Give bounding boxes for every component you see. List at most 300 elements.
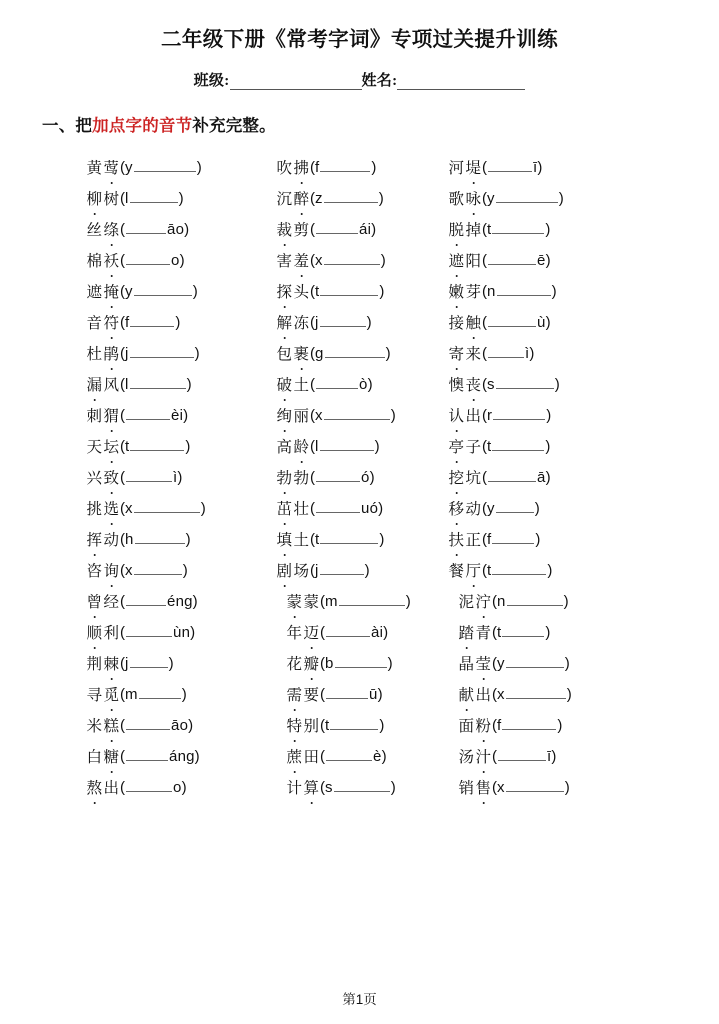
paren-close: ) <box>364 562 370 580</box>
word-term <box>276 187 310 209</box>
answer-blank[interactable] <box>130 437 184 451</box>
answer-blank[interactable] <box>488 313 536 327</box>
paren-open: ( <box>492 748 498 766</box>
dotted-character: 丧 <box>465 373 482 395</box>
section-suffix: 补充完整。 <box>192 116 276 135</box>
answer-parenthesis <box>120 716 193 734</box>
answer-blank[interactable] <box>334 778 390 792</box>
answer-blank[interactable] <box>126 623 172 637</box>
exercise-item <box>276 400 448 431</box>
answer-blank[interactable] <box>320 561 364 575</box>
dotted-character: 蒙 <box>286 590 303 612</box>
exercise-item <box>276 710 448 741</box>
section-heading <box>42 112 719 136</box>
dotted-character: 符 <box>103 311 120 333</box>
dotted-character: 粉 <box>475 714 492 736</box>
dotted-character: 绦 <box>103 218 120 240</box>
pinyin-prefix: y <box>125 159 133 177</box>
answer-blank[interactable] <box>320 282 378 296</box>
pinyin-suffix: è <box>373 748 382 766</box>
answer-blank[interactable] <box>488 251 536 265</box>
paren-close: ) <box>192 283 198 301</box>
name-write-rule[interactable] <box>397 74 525 90</box>
answer-blank[interactable] <box>126 778 172 792</box>
paren-open: ( <box>492 717 498 735</box>
paren-open: ( <box>120 469 126 487</box>
pinyin-prefix: j <box>315 562 319 580</box>
paren-close: ) <box>387 655 393 673</box>
answer-blank[interactable] <box>492 530 534 544</box>
word-term <box>458 590 492 612</box>
pinyin-suffix: ò <box>359 376 368 394</box>
paren-open: ( <box>120 438 126 456</box>
exercise-item <box>448 617 689 648</box>
pinyin-prefix: t <box>325 717 330 735</box>
character: 芽 <box>465 284 482 302</box>
paren-close: ) <box>178 190 184 208</box>
dotted-character: 勃 <box>276 466 293 488</box>
answer-parenthesis <box>310 344 391 362</box>
dotted-character: 熬 <box>86 776 103 798</box>
exercise-item <box>448 369 689 400</box>
character: 坑 <box>465 470 482 488</box>
answer-blank[interactable] <box>326 623 370 637</box>
dotted-character: 蔗 <box>286 745 303 767</box>
answer-parenthesis <box>492 685 572 703</box>
paren-open: ( <box>310 376 316 394</box>
dotted-character: 咏 <box>465 187 482 209</box>
paren-close: ) <box>557 717 563 735</box>
answer-blank[interactable] <box>130 654 168 668</box>
character: 出 <box>465 408 482 426</box>
word-term <box>286 714 320 736</box>
class-write-rule[interactable] <box>230 74 362 90</box>
dotted-character: 莺 <box>103 156 120 178</box>
paren-close: ) <box>545 469 551 487</box>
pinyin-suffix: ū <box>369 686 378 704</box>
dotted-character: 挖 <box>448 466 465 488</box>
answer-parenthesis <box>320 716 384 734</box>
answer-blank[interactable] <box>320 158 370 172</box>
paren-open: ( <box>482 531 488 549</box>
answer-blank[interactable] <box>506 778 564 792</box>
exercise-item <box>448 245 689 276</box>
section-highlight: 加点字的音节 <box>92 116 193 135</box>
exercise-item <box>276 369 448 400</box>
exercise-item <box>448 152 689 183</box>
word-term <box>86 559 120 581</box>
answer-blank[interactable] <box>130 313 174 327</box>
dotted-character: 探 <box>276 280 293 302</box>
dotted-character: 脱 <box>448 218 465 240</box>
answer-blank[interactable] <box>126 747 168 761</box>
character: 汤 <box>458 749 475 767</box>
answer-blank[interactable] <box>316 220 358 234</box>
dotted-character: 算 <box>303 776 320 798</box>
dotted-character: 糕 <box>103 714 120 736</box>
exercise-item <box>448 741 689 772</box>
answer-blank[interactable] <box>498 747 546 761</box>
word-term <box>86 404 120 426</box>
character: 遮 <box>86 284 103 302</box>
paren-close: ) <box>185 531 191 549</box>
pinyin-prefix: t <box>315 531 320 549</box>
answer-blank[interactable] <box>135 530 185 544</box>
paren-open: ( <box>310 531 316 549</box>
word-term <box>448 311 482 333</box>
answer-parenthesis <box>120 282 198 300</box>
answer-parenthesis <box>310 282 384 300</box>
answer-parenthesis <box>310 499 383 517</box>
paren-open: ( <box>482 562 488 580</box>
word-term <box>86 683 120 705</box>
character: 利 <box>103 625 120 643</box>
answer-parenthesis <box>482 499 540 517</box>
answer-parenthesis <box>310 468 375 486</box>
answer-blank[interactable] <box>492 437 544 451</box>
answer-blank[interactable] <box>316 375 358 389</box>
pinyin-prefix: l <box>125 376 129 394</box>
answer-blank[interactable] <box>126 220 166 234</box>
paren-close: ) <box>168 655 174 673</box>
answer-parenthesis <box>320 592 411 610</box>
answer-blank[interactable] <box>339 592 405 606</box>
class-label: 班级: <box>193 72 230 89</box>
answer-blank[interactable] <box>324 251 380 265</box>
answer-parenthesis <box>482 530 540 548</box>
answer-blank[interactable] <box>506 685 566 699</box>
dotted-character: 询 <box>103 559 120 581</box>
paren-open: ( <box>310 283 316 301</box>
answer-parenthesis <box>320 685 383 703</box>
word-term <box>86 714 120 736</box>
character: 泥 <box>458 594 475 612</box>
answer-parenthesis <box>120 778 187 796</box>
character: 兴 <box>86 470 103 488</box>
answer-parenthesis <box>120 499 206 517</box>
paren-open: ( <box>120 345 126 363</box>
character: 青 <box>475 625 492 643</box>
character: 河 <box>448 160 465 178</box>
character: 出 <box>103 780 120 798</box>
answer-blank[interactable] <box>130 189 178 203</box>
paren-close: ) <box>183 407 189 425</box>
pinyin-prefix: j <box>125 655 129 673</box>
answer-blank[interactable] <box>496 499 534 513</box>
paren-open: ( <box>320 624 326 642</box>
dotted-character: 亭 <box>448 435 465 457</box>
dotted-character: 移 <box>448 497 465 519</box>
answer-parenthesis <box>482 313 551 331</box>
word-term <box>276 404 310 426</box>
dotted-character: 堤 <box>465 156 482 178</box>
word-term <box>286 590 320 612</box>
answer-blank[interactable] <box>324 189 378 203</box>
word-term <box>276 559 310 581</box>
pinyin-prefix: x <box>125 562 133 580</box>
pinyin-prefix: g <box>315 345 324 363</box>
pinyin-prefix: f <box>487 531 492 549</box>
character: 来 <box>465 346 482 364</box>
answer-blank[interactable] <box>134 499 200 513</box>
answer-blank[interactable] <box>126 406 170 420</box>
paren-open: ( <box>482 221 488 239</box>
paren-close: ) <box>185 438 191 456</box>
answer-blank[interactable] <box>126 716 170 730</box>
exercise-item <box>448 493 689 524</box>
dotted-character: 献 <box>458 683 475 705</box>
dotted-character: 拂 <box>293 156 310 178</box>
word-term <box>286 745 320 767</box>
word-term <box>276 249 310 271</box>
paren-open: ( <box>120 283 126 301</box>
exercise-item <box>276 586 448 617</box>
pinyin-prefix: y <box>487 500 495 518</box>
paren-close: ) <box>200 500 206 518</box>
word-term <box>86 156 120 178</box>
dotted-character: 认 <box>448 404 465 426</box>
word-term <box>86 652 120 674</box>
exercise-item <box>448 214 689 245</box>
answer-blank[interactable] <box>134 158 196 172</box>
dotted-character: 瓣 <box>303 652 320 674</box>
paren-open: ( <box>120 779 126 797</box>
answer-blank[interactable] <box>134 561 182 575</box>
answer-blank[interactable] <box>126 592 166 606</box>
paren-open: ( <box>492 686 498 704</box>
character: 正 <box>465 532 482 550</box>
character: 寻 <box>86 687 103 705</box>
answer-blank[interactable] <box>320 437 374 451</box>
answer-blank[interactable] <box>497 282 551 296</box>
character: 别 <box>303 718 320 736</box>
paren-open: ( <box>310 252 316 270</box>
answer-blank[interactable] <box>492 220 544 234</box>
paren-close: ) <box>190 624 196 642</box>
character: 歌 <box>448 191 465 209</box>
answer-blank[interactable] <box>496 189 558 203</box>
word-term <box>448 497 482 519</box>
exercise-item <box>276 617 448 648</box>
answer-blank[interactable] <box>507 592 563 606</box>
dotted-character: 觅 <box>103 683 120 705</box>
answer-parenthesis <box>120 344 200 362</box>
pinyin-suffix: ó <box>361 469 370 487</box>
exercise-item <box>448 183 689 214</box>
character: 包 <box>276 346 293 364</box>
dotted-character: 顺 <box>86 621 103 643</box>
answer-blank[interactable] <box>139 685 181 699</box>
answer-parenthesis <box>482 189 564 207</box>
exercise-item <box>448 524 689 555</box>
paren-close: ) <box>188 717 194 735</box>
answer-blank[interactable] <box>126 251 170 265</box>
paren-open: ( <box>120 190 126 208</box>
answer-parenthesis <box>492 592 569 610</box>
paren-open: ( <box>310 562 316 580</box>
character: 懊 <box>448 377 465 395</box>
answer-blank[interactable] <box>326 747 372 761</box>
paren-close: ) <box>529 345 535 363</box>
pinyin-prefix: t <box>487 438 492 456</box>
character: 勃 <box>293 470 310 488</box>
dotted-character: 破 <box>276 373 293 395</box>
paren-close: ) <box>551 283 557 301</box>
word-term <box>458 776 492 798</box>
paren-close: ) <box>182 562 188 580</box>
dotted-character: 嫩 <box>448 280 465 302</box>
answer-blank[interactable] <box>324 406 390 420</box>
answer-blank[interactable] <box>488 468 536 482</box>
character: 花 <box>286 656 303 674</box>
pinyin-prefix: j <box>125 345 129 363</box>
paren-open: ( <box>120 655 126 673</box>
answer-parenthesis <box>120 158 202 176</box>
answer-parenthesis <box>310 406 396 424</box>
answer-blank[interactable] <box>330 716 378 730</box>
paren-close: ) <box>175 314 181 332</box>
paren-close: ) <box>181 686 187 704</box>
answer-parenthesis <box>120 685 187 703</box>
answer-blank[interactable] <box>126 468 172 482</box>
answer-parenthesis <box>482 344 534 362</box>
answer-parenthesis <box>482 437 550 455</box>
exercise-item <box>276 555 448 586</box>
answer-blank[interactable] <box>502 623 544 637</box>
pinyin-prefix: t <box>125 438 130 456</box>
pinyin-prefix: z <box>315 190 323 208</box>
answer-parenthesis <box>120 251 185 269</box>
answer-blank[interactable] <box>134 282 192 296</box>
character: 面 <box>458 718 475 736</box>
paren-open: ( <box>120 531 126 549</box>
pinyin-suffix: áng <box>169 748 195 766</box>
pinyin-prefix: r <box>487 407 493 425</box>
paren-close: ) <box>184 221 190 239</box>
word-term <box>86 373 120 395</box>
answer-parenthesis <box>120 592 198 610</box>
dotted-character: 坛 <box>103 435 120 457</box>
pinyin-prefix: x <box>125 500 133 518</box>
answer-blank[interactable] <box>488 158 532 172</box>
page-title: 二年级下册《常考字词》专项过关提升训练 <box>160 29 559 51</box>
answer-parenthesis <box>482 406 551 424</box>
pinyin-prefix: x <box>497 686 505 704</box>
word-term <box>448 373 482 395</box>
exercise-item <box>86 679 276 710</box>
exercise-item <box>276 307 448 338</box>
exercise-item <box>276 245 448 276</box>
paren-close: ) <box>545 438 551 456</box>
exercise-item <box>86 276 276 307</box>
exercise-item <box>276 462 448 493</box>
word-term <box>86 435 120 457</box>
pinyin-prefix: y <box>125 283 133 301</box>
pinyin-prefix: y <box>487 190 495 208</box>
answer-blank[interactable] <box>335 654 387 668</box>
character: 餐 <box>448 563 465 581</box>
name-field[interactable] <box>362 69 526 90</box>
pinyin-suffix: āo <box>167 221 185 239</box>
dotted-character: 解 <box>276 311 293 333</box>
word-term <box>286 652 320 674</box>
character: 丝 <box>86 222 103 240</box>
answer-blank[interactable] <box>502 716 556 730</box>
exercise-grid <box>0 152 719 803</box>
paren-open: ( <box>120 593 126 611</box>
exercise-item <box>86 710 276 741</box>
answer-blank[interactable] <box>316 499 360 513</box>
exercise-item <box>276 276 448 307</box>
answer-blank[interactable] <box>488 344 524 358</box>
word-term <box>276 156 310 178</box>
answer-parenthesis <box>482 561 552 579</box>
character: 动 <box>465 501 482 519</box>
paren-open: ( <box>320 593 326 611</box>
character: 吹 <box>276 160 293 178</box>
paren-open: ( <box>482 252 488 270</box>
paren-open: ( <box>492 624 498 642</box>
paren-close: ) <box>537 159 543 177</box>
name-label: 姓名: <box>361 72 398 89</box>
exercise-item <box>276 214 448 245</box>
dotted-character: 厅 <box>465 559 482 581</box>
word-term <box>286 683 320 705</box>
answer-blank[interactable] <box>316 468 360 482</box>
dotted-character: 羞 <box>293 249 310 271</box>
answer-parenthesis <box>482 158 542 176</box>
dotted-character: 棘 <box>103 652 120 674</box>
paren-open: ( <box>310 407 316 425</box>
answer-blank[interactable] <box>325 344 385 358</box>
answer-parenthesis <box>120 375 192 393</box>
word-term <box>276 280 310 302</box>
answer-parenthesis <box>492 654 570 672</box>
word-term <box>276 466 310 488</box>
paren-close: ) <box>378 500 384 518</box>
exercise-item <box>448 431 689 462</box>
character: 壮 <box>293 501 310 519</box>
answer-blank[interactable] <box>130 344 194 358</box>
word-term <box>458 745 492 767</box>
answer-blank[interactable] <box>492 561 546 575</box>
paren-open: ( <box>482 438 488 456</box>
paren-close: ) <box>380 252 386 270</box>
character: 冻 <box>293 315 310 333</box>
answer-blank[interactable] <box>320 530 378 544</box>
paren-close: ) <box>377 686 383 704</box>
answer-parenthesis <box>310 313 372 331</box>
answer-blank[interactable] <box>496 375 554 389</box>
class-field[interactable] <box>194 69 362 90</box>
pinyin-suffix: èi <box>171 407 184 425</box>
answer-blank[interactable] <box>506 654 564 668</box>
paren-open: ( <box>120 376 126 394</box>
paren-close: ) <box>367 376 373 394</box>
answer-parenthesis <box>310 189 384 207</box>
answer-blank[interactable] <box>130 375 186 389</box>
character: 咨 <box>86 563 103 581</box>
answer-blank[interactable] <box>326 685 368 699</box>
character: 米 <box>86 718 103 736</box>
word-term <box>448 156 482 178</box>
answer-parenthesis <box>310 530 384 548</box>
answer-blank[interactable] <box>320 313 366 327</box>
character: 杜 <box>86 346 103 364</box>
exercise-item <box>86 493 276 524</box>
answer-blank[interactable] <box>493 406 545 420</box>
exercise-item <box>448 338 689 369</box>
